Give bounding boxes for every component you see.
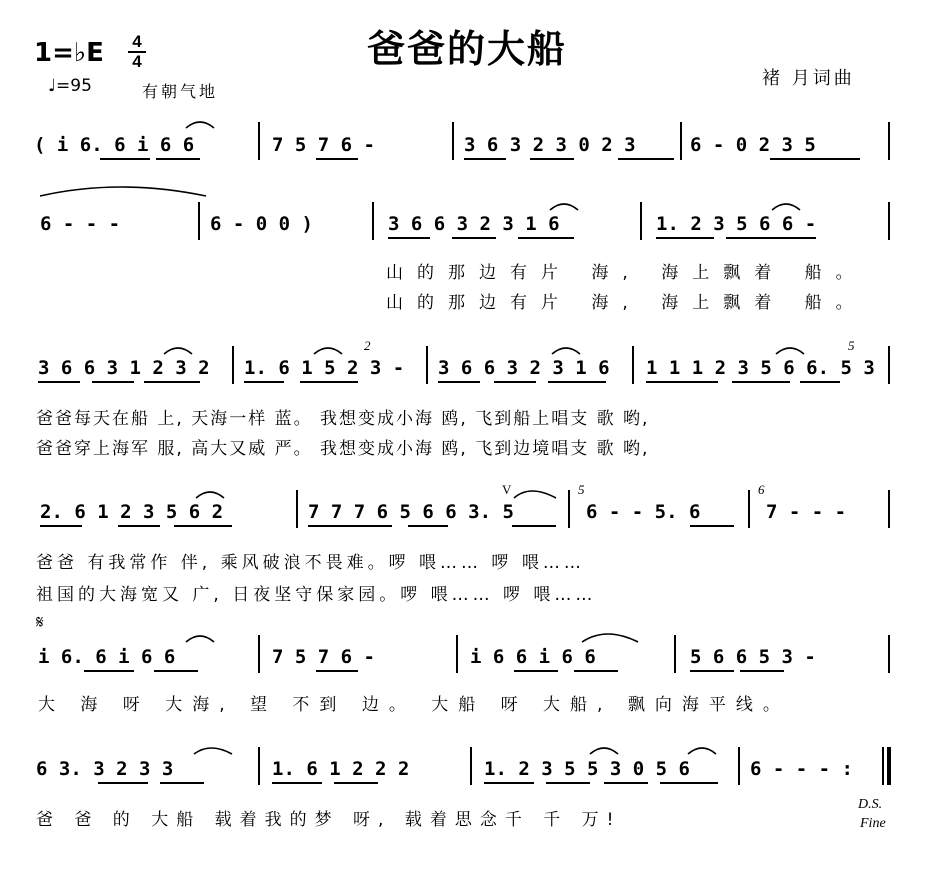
time-denominator: 4	[132, 52, 142, 71]
measure: 7 5 7 6 -	[272, 646, 375, 668]
slur-arc	[314, 348, 342, 354]
time-numerator: 4	[132, 32, 142, 51]
slur-arc	[550, 204, 578, 210]
lyric-line: 爸爸穿上海军 服, 高大又威 严。 我想变成小海 鸥, 飞到边境唱支 歌 哟,	[36, 439, 650, 459]
measure: 1. 2 3 5 5 3 0 5 6	[484, 758, 690, 780]
lyric-line: 祖国的大海宽又 广, 日夜坚守保家园。啰 喂…… 啰 喂……	[36, 585, 597, 605]
measure: 1. 2 3 5 6 6 -	[656, 213, 817, 235]
measure: 3 6 6 3 1 2 3 2	[38, 357, 210, 379]
measure: 7 5 7 6 -	[272, 134, 375, 156]
measure: 6 3. 3 2 3 3	[36, 758, 174, 780]
expression-marking: 有朝气地	[142, 82, 219, 101]
slur-arc	[590, 748, 618, 754]
measure: 6 - - - :	[750, 758, 853, 780]
slur-arc	[688, 748, 716, 754]
key-signature: 1=♭E	[34, 38, 104, 68]
slur-arc	[194, 748, 232, 754]
slur-arc	[514, 491, 556, 498]
grace-note: 5	[848, 338, 855, 353]
measure: i 6. 6 i 6 6	[38, 646, 176, 668]
measure: 3 6 6 3 2 3 1 6	[438, 357, 610, 379]
measure: 7 - - -	[766, 501, 847, 523]
measure: 1 1 1 2 3 5 6 6. 5 3	[646, 357, 875, 379]
measure: 3 6 6 3 2 3 1 6	[388, 213, 560, 235]
slur-arc	[772, 204, 800, 210]
grace-note: 5	[578, 482, 585, 497]
fine-marking: Fine	[860, 816, 886, 831]
slur-arc	[196, 492, 224, 498]
page-title: 爸爸的大船	[366, 27, 567, 71]
measure: ( i 6. 6 i 6 6	[34, 134, 195, 156]
slur-arc	[552, 348, 580, 354]
slur-arc	[186, 636, 214, 642]
tempo-marking: ♩=95	[48, 76, 92, 96]
lyric-line: 山的那边有片 海, 海上飘着 船。	[386, 293, 867, 313]
slur-arc	[164, 348, 192, 354]
lyric-line: 大 海 呀 大海, 望 不到 边。 大船 呀 大船, 飘向海平线。	[38, 695, 790, 715]
lyric-line: 爸爸每天在船 上, 天海一样 蓝。 我想变成小海 鸥, 飞到船上唱支 歌 哟,	[36, 409, 650, 429]
breath-mark: V	[502, 482, 512, 497]
measure: i 6 6 i 6 6	[470, 646, 596, 668]
slur-arc	[40, 187, 206, 196]
measure: 6 - 0 2 3 5	[690, 134, 816, 156]
slur-arc	[776, 348, 804, 354]
lyric-line: 爸爸 有我常作 伴, 乘风破浪不畏难。啰 喂…… 啰 喂……	[36, 553, 585, 573]
measure: 1. 6 1 2 2 2	[272, 758, 410, 780]
measure: 2. 6 1 2 3 5 6 2	[40, 501, 224, 523]
slur-arc	[582, 634, 638, 642]
slur-arc	[186, 122, 214, 128]
lyric-line: 山的那边有片 海, 海上飘着 船。	[386, 263, 867, 283]
measure: 6 - 0 0 )	[210, 213, 313, 235]
grace-note: 6	[758, 482, 765, 497]
measure: 6 - - -	[40, 213, 121, 235]
ds-marking: D.S.	[858, 797, 883, 812]
measure: 6 - - 5. 6	[586, 501, 701, 523]
measure: 5 6 6 5 3 -	[690, 646, 816, 668]
segno-icon: 𝄋	[36, 612, 44, 633]
measure: 3 6 3 2 3 0 2 3	[464, 134, 636, 156]
composer-credit: 褚 月词曲	[762, 68, 855, 89]
measure: 1. 6 1 5 2 3 -	[244, 357, 405, 379]
grace-note: 2	[364, 338, 371, 353]
measure: 7 7 7 6 5 6 6 3. 5	[308, 501, 514, 523]
lyric-line: 爸 爸 的 大船 载着我的梦 呀, 载着思念千 千 万!	[36, 810, 622, 830]
